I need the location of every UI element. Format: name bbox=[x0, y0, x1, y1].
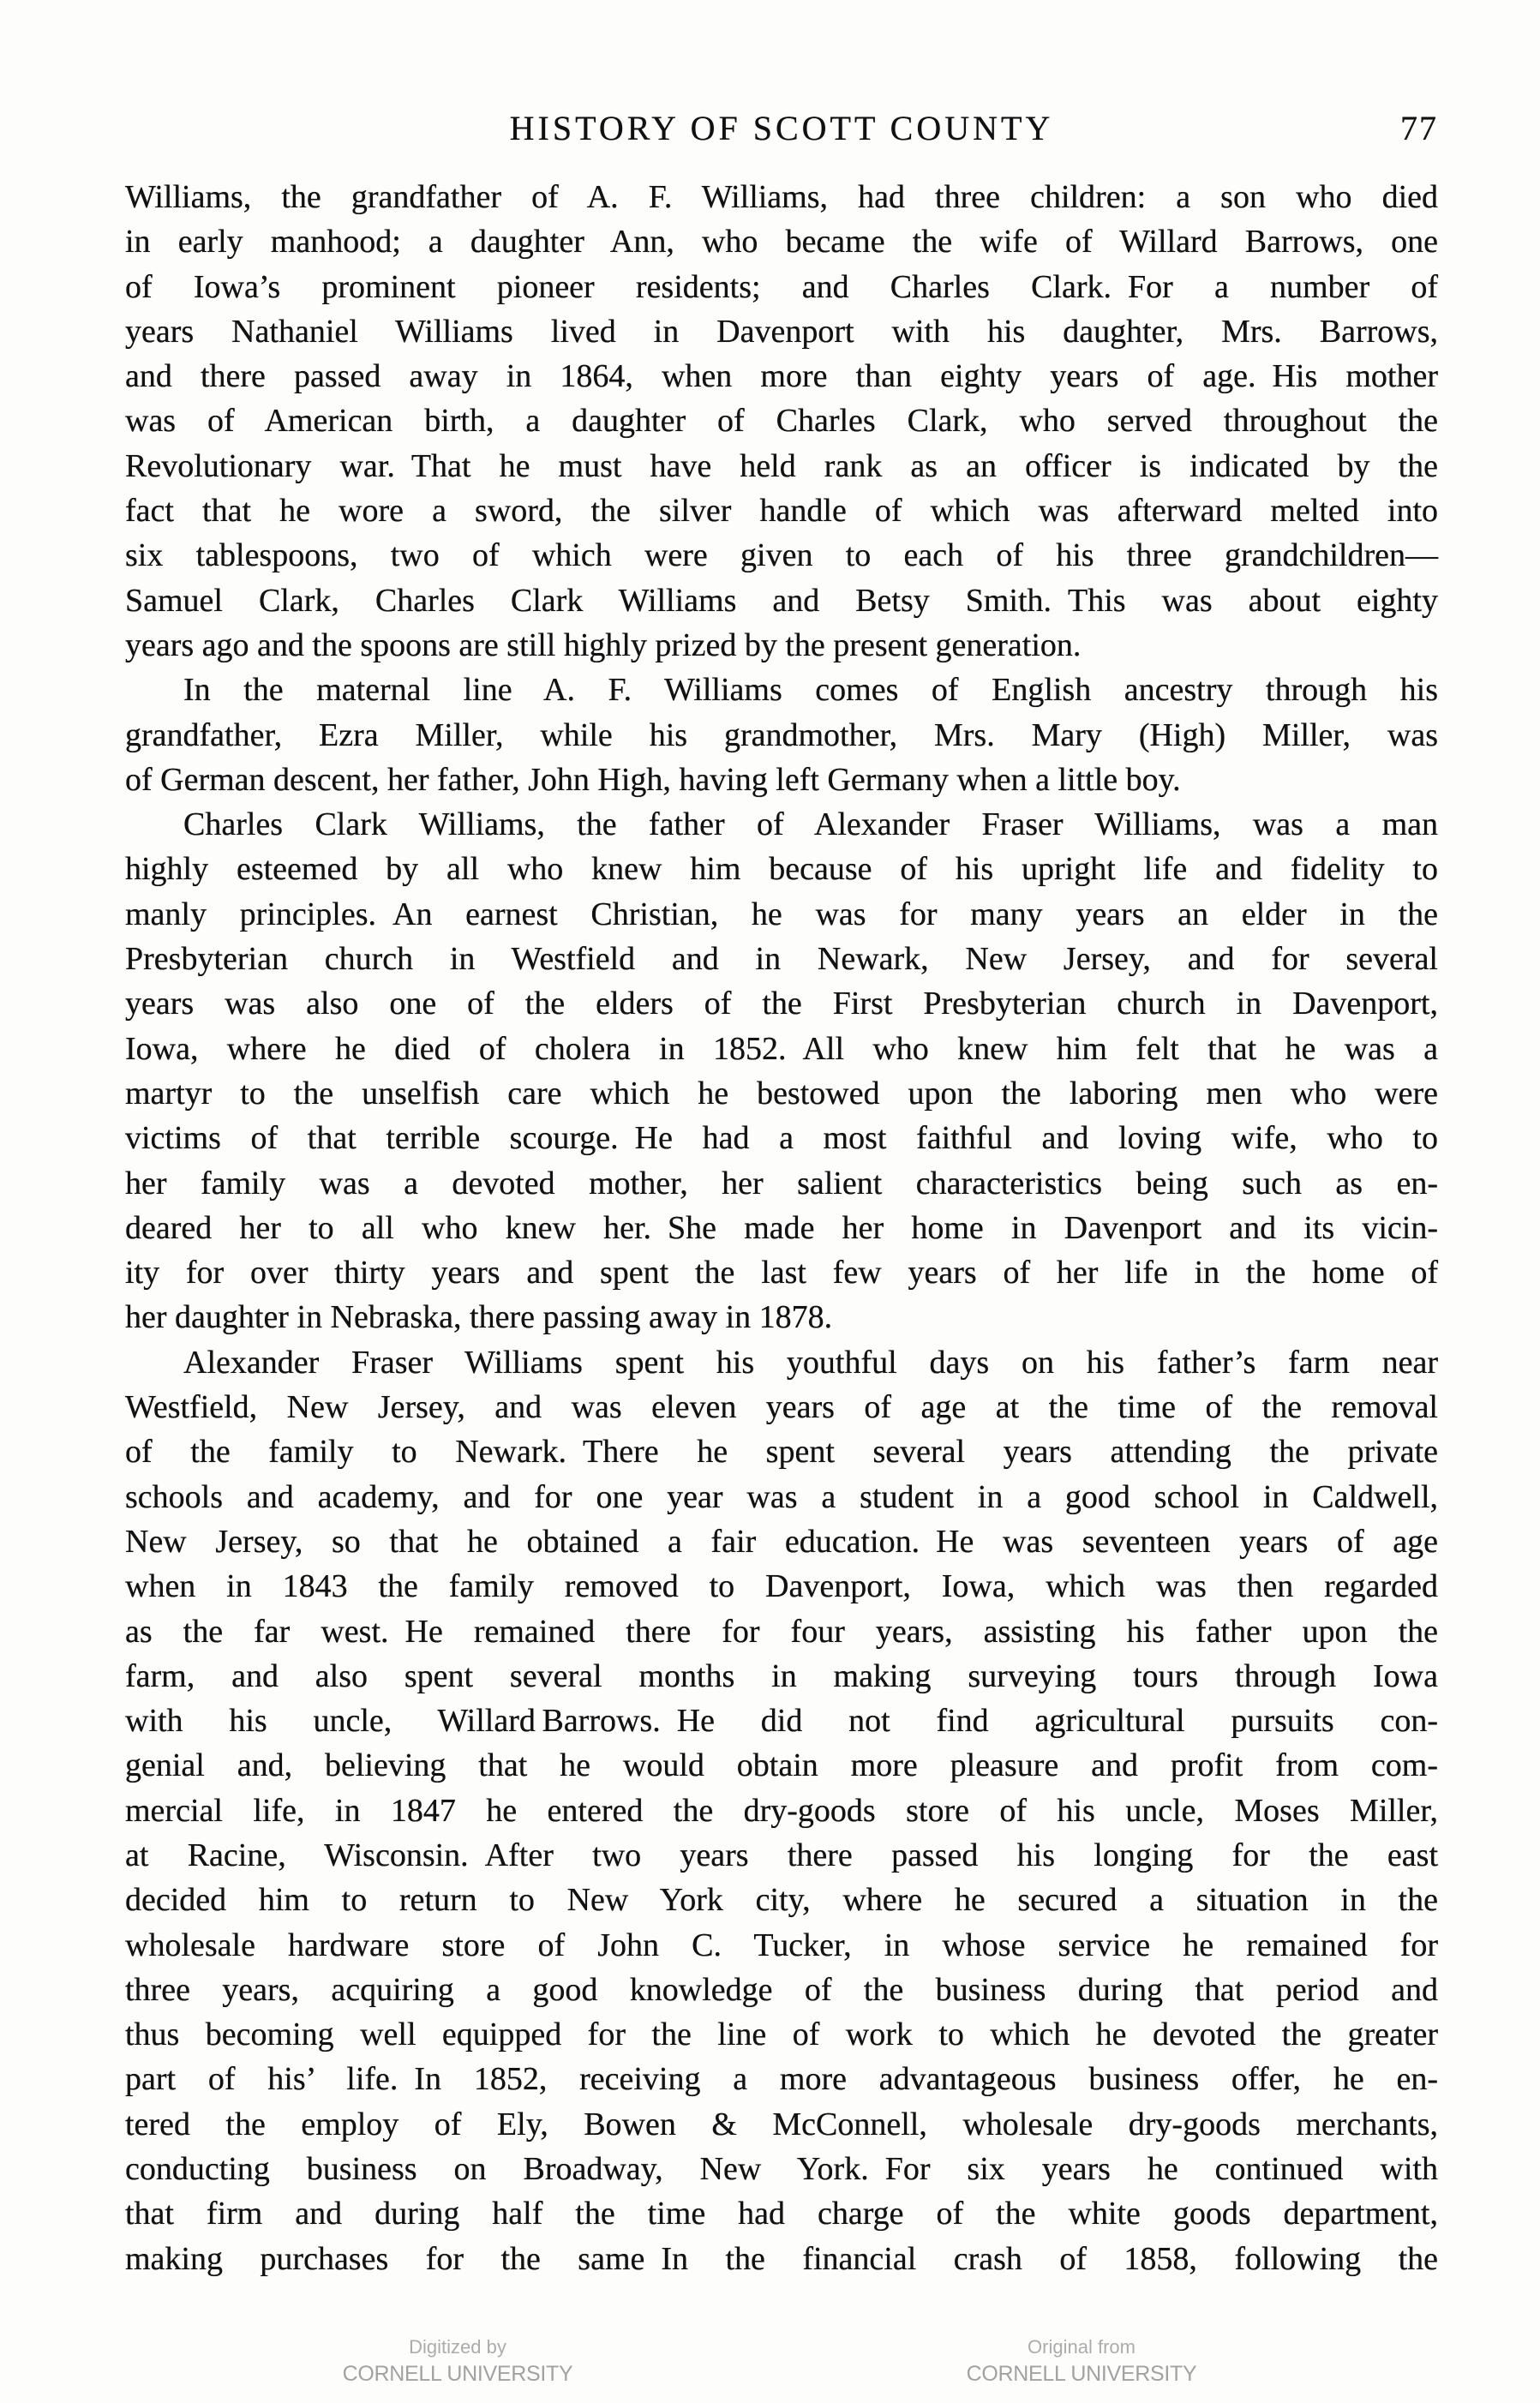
body-text-block bbox=[125, 175, 1438, 2281]
text-line: highly esteemed by all who knew him because of his upright life and fidelity to bbox=[125, 851, 1438, 888]
text-line: her daughter in Nebraska, there passing away in 1878. bbox=[125, 1299, 833, 1336]
text-line: martyr to the unselfish care which he bestowed upon the laboring men who were bbox=[125, 1075, 1438, 1112]
text-line: and there passed away in 1864, when more than eighty years of age. His mother bbox=[125, 358, 1438, 395]
text-line: her family was a devoted mother, her salient characteristics being such as en- bbox=[125, 1165, 1438, 1202]
text-line: with his uncle, Willard Barrows. He did not find agricultural pursuits con- bbox=[125, 1703, 1438, 1740]
text-line: decided him to return to New York city, where he secured a situation in the bbox=[125, 1882, 1438, 1919]
text-line: victims of that terrible scourge. He had a most faithful and loving wife, who to bbox=[125, 1120, 1438, 1157]
text-line: genial and, believing that he would obtain more pleasure and profit from com- bbox=[125, 1747, 1438, 1784]
digitized-by-watermark bbox=[303, 2336, 612, 2387]
text-line: Samuel Clark, Charles Clark Williams and Betsy Smith. This was about eighty bbox=[125, 582, 1438, 619]
text-line: six tablespoons, two of which were given to each of his three grandchildren— bbox=[125, 537, 1438, 574]
text-line: as the far west. He remained there for four years, assisting his father upon the bbox=[125, 1613, 1438, 1650]
text-line: Charles Clark Williams, the father of Alexander Fraser Williams, was a man bbox=[183, 806, 1438, 843]
running-header-title: HISTORY OF SCOTT COUNTY bbox=[509, 109, 1054, 147]
text-line: Alexander Fraser Williams spent his youthful days on his father’s farm near bbox=[183, 1344, 1438, 1381]
watermark-label: Original from bbox=[1028, 2336, 1136, 2358]
text-line: Iowa, where he died of cholera in 1852. All who knew him felt that he was a bbox=[125, 1030, 1438, 1067]
text-line: Westfield, New Jersey, and was eleven years of age at the time of the removal bbox=[125, 1389, 1438, 1426]
text-line: Williams, the grandfather of A. F. Williams, had three children: a son who died bbox=[125, 179, 1438, 215]
page-number: 77 bbox=[1400, 109, 1438, 147]
text-line: of German descent, her father, John High, having left Germany when a little boy. bbox=[125, 761, 1181, 798]
text-line: years Nathaniel Williams lived in Davenport with his daughter, Mrs. Barrows, bbox=[125, 313, 1438, 350]
text-line: mercial life, in 1847 he entered the dry-goods store of his uncle, Moses Miller, bbox=[125, 1792, 1438, 1829]
watermark-institution: CORNELL UNIVERSITY bbox=[342, 2362, 573, 2386]
text-line: years was also one of the elders of the First Presbyterian church in Davenport, bbox=[125, 986, 1438, 1022]
watermark-institution: CORNELL UNIVERSITY bbox=[966, 2362, 1197, 2386]
text-line: that firm and during half the time had charge of the white goods department, bbox=[125, 2196, 1438, 2232]
text-line: when in 1843 the family removed to Davenport, Iowa, which was then regarded bbox=[125, 1568, 1438, 1605]
text-line: Revolutionary war. That he must have held rank as an officer is indicated by the bbox=[125, 447, 1438, 484]
text-line: deared her to all who knew her. She made her home in Davenport and its vicin- bbox=[125, 1209, 1438, 1246]
text-line: at Racine, Wisconsin. After two years there passed his longing for the east bbox=[125, 1837, 1438, 1873]
text-line: New Jersey, so that he obtained a fair education. He was seventeen years of age bbox=[125, 1523, 1438, 1560]
text-line: wholesale hardware store of John C. Tucker, in whose service he remained for bbox=[125, 1927, 1438, 1963]
watermark-label: Digitized by bbox=[409, 2336, 506, 2358]
text-line: conducting business on Broadway, New York. For six years he continued with bbox=[125, 2151, 1438, 2188]
text-line: Presbyterian church in Westfield and in Newark, New Jersey, and for several bbox=[125, 941, 1438, 978]
text-line: part of his’ life. In 1852, receiving a more advantageous business offer, he en- bbox=[125, 2061, 1438, 2098]
text-line: of Iowa’s prominent pioneer residents; and Charles Clark. For a number of bbox=[125, 268, 1438, 305]
text-line: years ago and the spoons are still highly prized by the present generation. bbox=[125, 626, 1082, 663]
text-line: in early manhood; a daughter Ann, who became the wife of Willard Barrows, one bbox=[125, 224, 1438, 261]
text-line: three years, acquiring a good knowledge of the business during that period and bbox=[125, 1971, 1438, 2008]
text-line: grandfather, Ezra Miller, while his grandmother, Mrs. Mary (High) Miller, was bbox=[125, 716, 1438, 753]
text-line: fact that he wore a sword, the silver handle of which was afterward melted into bbox=[125, 493, 1438, 530]
text-line: schools and academy, and for one year was a student in a good school in Caldwell, bbox=[125, 1478, 1438, 1515]
text-line: making purchases for the same In the financial crash of 1858, following the bbox=[125, 2240, 1438, 2277]
text-line: tered the employ of Ely, Bowen & McConnell, wholesale dry-goods merchants, bbox=[125, 2106, 1438, 2142]
text-line: manly principles. An earnest Christian, he was for many years an elder in the bbox=[125, 896, 1438, 932]
text-line: was of American birth, a daughter of Charles Clark, who served throughout the bbox=[125, 403, 1438, 440]
text-line: farm, and also spent several months in making surveying tours through Iowa bbox=[125, 1657, 1438, 1694]
text-line: In the maternal line A. F. Williams comes of English ancestry through his bbox=[183, 672, 1438, 709]
text-line: ity for over thirty years and spent the last few years of her life in the home of bbox=[125, 1255, 1438, 1291]
text-line: of the family to Newark. There he spent several years attending the private bbox=[125, 1434, 1438, 1471]
text-line: thus becoming well equipped for the line of work to which he devoted the greater bbox=[125, 2016, 1438, 2053]
original-from-watermark bbox=[927, 2336, 1236, 2387]
